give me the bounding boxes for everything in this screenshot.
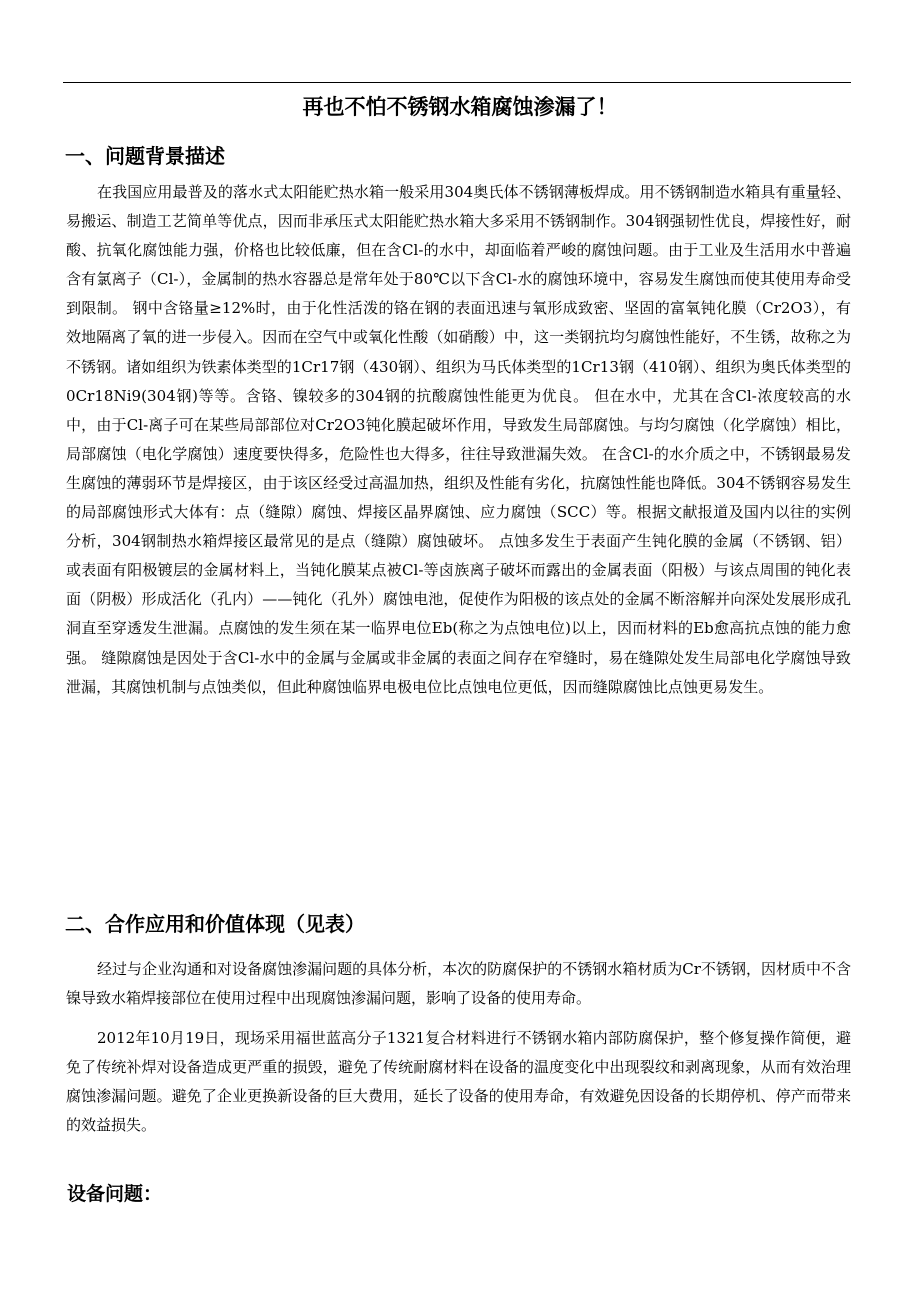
section-heading-equipment-problem: 设备问题：	[67, 1183, 163, 1205]
paragraph-analysis: 经过与企业沟通和对设备腐蚀渗漏问题的具体分析，本次的防腐保护的不锈钢水箱材质为Cr不锈钢，因材质中不含镍导致水箱焊接部位在使用过程中出现腐蚀渗漏问题，影响了设备的使用寿命。	[66, 960, 851, 1008]
section-heading-cooperation: 二、合作应用和价值体现（见表）	[65, 912, 365, 936]
section-heading-background: 一、问题背景描述	[65, 144, 225, 168]
document-title: 再也不怕不锈钢水箱腐蚀渗漏了！	[302, 95, 618, 119]
paragraph-background: 在我国应用最普及的落水式太阳能贮热水箱一般采用304奥氏体不锈钢薄板焊成。用不锈钢制造水箱具有重量轻、易搬运、制造工艺简单等优点，因而非承压式太阳能贮热水箱大多采用不锈钢制作。304钢强韧性优良，焊接性好，耐酸、抗氧化腐蚀能力强，价格也比较低廉，但在含Cl-的水中，却面临着严峻的腐蚀问题。由于工业及生活用水中普遍含有氯离子（Cl-），金属制的热水容器总是常年处于80℃以下含Cl-水的腐蚀环境中，容易发生腐蚀而使其使用寿命受到限制。 钢中含铬量≥12%时，由于化性活泼的铬在钢的表面迅速与氧形成致密、坚固的富氧钝化膜（Cr2O3），有效地隔离了氧的进一步侵入。因而在空气中或氧化性酸（如硝酸）中，这一类钢抗均匀腐蚀性能好，不生锈，故称之为不锈钢。诸如组织为铁素体类型的1Cr17钢（430钢）、组织为马氏体类型的1Cr13钢（410钢）、组织为奥氏体类型的0Cr18Ni9(304钢)等等。含铬、镍较多的304钢的抗酸腐蚀性能更为优良。 但在水中，尤其在含Cl-浓度较高的水中，由于Cl-离子可在某些局部部位对Cr2O3钝化膜起破坏作用，导致发生局部腐蚀。与均匀腐蚀（化学腐蚀）相比，局部腐蚀（电化学腐蚀）速度要快得多，危险性也大得多，往往导致泄漏失效。 在含Cl-的水介质之中，不锈钢最易发生腐蚀的薄弱环节是焊接区，由于该区经受过高温加热，组织及性能有劣化，抗腐蚀性能也降低。304不锈钢容易发生的局部腐蚀形式大体有：点（缝隙）腐蚀、焊接区晶界腐蚀、应力腐蚀（SCC）等。根据文献报道及国内以往的实例分析，304钢制热水箱焊接区最常见的是点（缝隙）腐蚀破坏。 点蚀多发生于表面产生钝化膜的金属（不锈钢、铝）或表面有阳极镀层的金属材料上，当钝化膜某点被Cl-等卤族离子破坏而露出的金属表面（阳极）与该点周围的钝化表面（阴极）形成活化（孔内）——钝化（孔外）腐蚀电池，促使作为阳极的该点处的金属不断溶解并向深处发展形成孔洞直至穿透发生泄漏。点腐蚀的发生须在某一临界电位Eb(称之为点蚀电位)以上，因而材料的Eb愈高抗点蚀的能力愈强。 缝隙腐蚀是因处于含Cl-水中的金属与金属或非金属的表面之间存在窄缝时，易在缝隙处发生局部电化学腐蚀导致泄漏，其腐蚀机制与点蚀类似，但此种腐蚀临界电极电位比点蚀电位更低，因而缝隙腐蚀比点蚀更易发生。	[66, 183, 851, 696]
paragraph-repair: 2012年10月19日，现场采用福世蓝高分子1321复合材料进行不锈钢水箱内部防腐保护，整个修复操作简便，避免了传统补焊对设备造成更严重的损毁，避免了传统耐腐材料在设备的温度变化中出现裂纹和剥离现象，从而有效治理腐蚀渗漏问题。避免了企业更换新设备的巨大费用，延长了设备的使用寿命，有效避免因设备的长期停机、停产而带来的效益损失。	[66, 1029, 851, 1135]
header-rule	[63, 82, 851, 83]
